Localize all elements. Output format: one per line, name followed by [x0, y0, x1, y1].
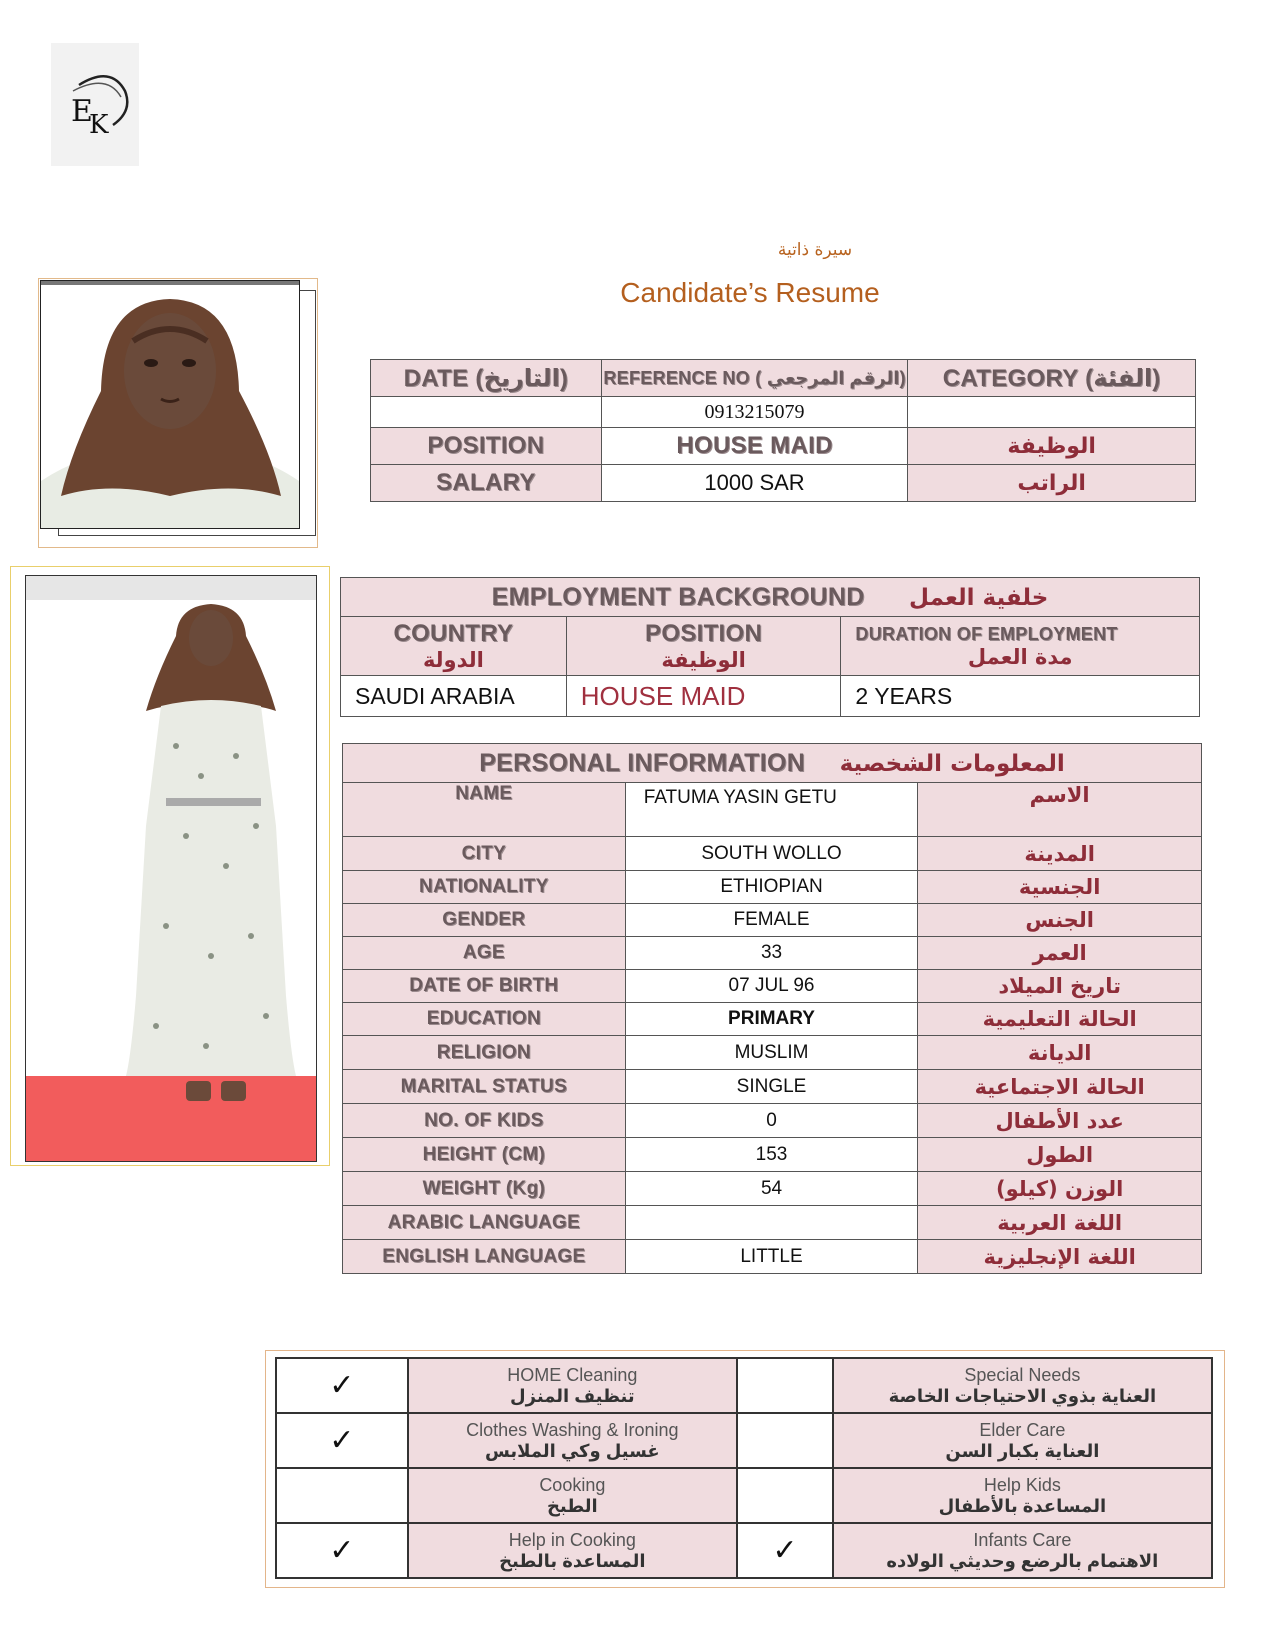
table-row [343, 1003, 1202, 1036]
salary-label-ar: الراتب [908, 465, 1196, 502]
skill-name: Special Needs [964, 1364, 1081, 1385]
table-row [343, 904, 1202, 937]
skill-name: Clothes Washing & Ironing [466, 1419, 679, 1440]
table-row [343, 1036, 1202, 1070]
info-label-ar: عدد الأطفال [918, 1104, 1202, 1138]
right-skill-checkbox [737, 1468, 833, 1523]
info-value: SOUTH WOLLO [625, 837, 918, 871]
arabic-title: سيرة ذاتية [777, 240, 853, 260]
skill-row [276, 1358, 1212, 1413]
info-label: MARITAL STATUS [343, 1070, 626, 1104]
right-skill-checkbox [737, 1413, 833, 1468]
personal-title-ar: المعلومات الشخصية [839, 750, 1065, 777]
left-skill-label [408, 1413, 737, 1468]
country-label: COUNTRY [393, 620, 514, 647]
employment-table [340, 577, 1200, 717]
table-row [343, 783, 1202, 837]
skill-row [276, 1468, 1212, 1523]
info-label-ar: اللغة العربية [918, 1206, 1202, 1240]
emp-position-label-ar: الوظيفة [661, 648, 746, 672]
ek-logo-icon [51, 43, 139, 166]
left-skill-checkbox [276, 1358, 408, 1413]
info-label-ar: العمر [918, 937, 1202, 970]
employment-title-cell [341, 578, 1200, 617]
table-row [343, 1172, 1202, 1206]
info-label-ar: الحالة التعليمية [918, 1003, 1202, 1036]
info-value: 54 [625, 1172, 918, 1206]
date-value [371, 397, 602, 428]
info-label: RELIGION [343, 1036, 626, 1070]
duration-label-ar: مدة العمل [967, 644, 1073, 669]
info-value: PRIMARY [625, 1003, 918, 1036]
skill-name: Cooking [539, 1474, 606, 1495]
position-label-ar: الوظيفة [908, 428, 1196, 465]
info-value: SINGLE [625, 1070, 918, 1104]
info-label: ENGLISH LANGUAGE [343, 1240, 626, 1274]
info-value: ETHIOPIAN [625, 871, 918, 904]
country-label-ar: الدولة [422, 648, 484, 672]
info-label: AGE [343, 937, 626, 970]
left-skill-checkbox [276, 1413, 408, 1468]
date-label: DATE (التاريخ) [371, 360, 602, 397]
info-label: NO. OF KIDS [343, 1104, 626, 1138]
info-label-ar: اللغة الإنجليزية [918, 1240, 1202, 1274]
skill-name-ar: الاهتمام بالرضع وحديثي الولاده [886, 1550, 1159, 1571]
skill-row [276, 1523, 1212, 1578]
table-row [343, 871, 1202, 904]
info-label-ar: الجنسية [918, 871, 1202, 904]
skill-row [276, 1413, 1212, 1468]
info-label-ar: الطول [918, 1138, 1202, 1172]
info-value: FEMALE [625, 904, 918, 937]
info-label: NATIONALITY [343, 871, 626, 904]
personal-title: PERSONAL INFORMATION [479, 748, 806, 777]
salary-value: 1000 SAR [601, 465, 908, 502]
info-value: 153 [625, 1138, 918, 1172]
summary-table [370, 359, 1196, 502]
left-skill-label [408, 1358, 737, 1413]
skill-name: Help in Cooking [508, 1529, 636, 1550]
skill-name-ar: العناية بذوي الاحتياجات الخاصة [888, 1385, 1157, 1406]
table-row [343, 1240, 1202, 1274]
left-skill-checkbox [276, 1523, 408, 1578]
table-row [343, 1070, 1202, 1104]
left-skill-checkbox [276, 1468, 408, 1523]
table-row [343, 1138, 1202, 1172]
employment-title-ar: خلفية العمل [909, 584, 1049, 611]
table-row [343, 1206, 1202, 1240]
checkmark-icon: ✓ [772, 1534, 798, 1567]
info-label-ar: تاريخ الميلاد [918, 970, 1202, 1003]
skill-name: Elder Care [979, 1419, 1066, 1440]
info-value: MUSLIM [625, 1036, 918, 1070]
emp-position-value: HOUSE MAID [566, 676, 841, 717]
info-label: GENDER [343, 904, 626, 937]
duration-label: DURATION OF EMPLOYMENT [855, 623, 1118, 644]
page-title: Candidate’s Resume [620, 277, 880, 308]
info-label: DATE OF BIRTH [343, 970, 626, 1003]
skill-name: Infants Care [973, 1529, 1072, 1550]
category-label: CATEGORY (الفئة) [908, 360, 1196, 397]
skill-name-ar: العناية بكبار السن [945, 1440, 1100, 1461]
table-row [343, 837, 1202, 871]
right-skill-label [833, 1413, 1212, 1468]
checkmark-icon: ✓ [329, 1369, 355, 1402]
category-value [908, 397, 1196, 428]
info-label-ar: المدينة [918, 837, 1202, 871]
info-label: WEIGHT (Kg) [343, 1172, 626, 1206]
skills-table [275, 1357, 1213, 1579]
emp-country-value: SAUDI ARABIA [341, 676, 567, 717]
info-value: LITTLE [625, 1240, 918, 1274]
skill-name: Help Kids [983, 1474, 1061, 1495]
skill-name-ar: تنظيف المنزل [510, 1385, 635, 1406]
skill-name-ar: غسيل وكي الملابس [484, 1440, 660, 1461]
company-logo [51, 43, 139, 166]
right-skill-label [833, 1523, 1212, 1578]
left-skill-label [408, 1468, 737, 1523]
skill-name-ar: الطبخ [546, 1495, 598, 1516]
right-skill-label [833, 1468, 1212, 1523]
info-label: HEIGHT (CM) [343, 1138, 626, 1172]
emp-position-label: POSITION [645, 620, 763, 647]
emp-position-header [566, 617, 841, 676]
country-header [341, 617, 567, 676]
full-body-image [26, 576, 316, 1161]
position-value: HOUSE MAID [601, 428, 908, 465]
info-value [625, 1206, 918, 1240]
info-label-ar: الجنس [918, 904, 1202, 937]
info-label: ARABIC LANGUAGE [343, 1206, 626, 1240]
info-label: EDUCATION [343, 1003, 626, 1036]
skill-name: HOME Cleaning [507, 1364, 638, 1385]
table-row [343, 1104, 1202, 1138]
employment-title: EMPLOYMENT BACKGROUND [491, 582, 865, 611]
info-value: 07 JUL 96 [625, 970, 918, 1003]
info-value: FATUMA YASIN GETU [625, 783, 918, 837]
skill-name-ar: المساعدة بالأطفال [938, 1495, 1107, 1516]
info-label: NAME [343, 783, 626, 837]
personal-info-table [342, 743, 1202, 1274]
checkmark-icon: ✓ [329, 1534, 355, 1567]
salary-label: SALARY [371, 465, 602, 502]
table-row [343, 970, 1202, 1003]
reference-label: REFERENCE NO ( الرقم المرجعي) [601, 360, 908, 397]
right-skill-label [833, 1358, 1212, 1413]
info-value: 0 [625, 1104, 918, 1138]
info-label-ar: الحالة الاجتماعية [918, 1070, 1202, 1104]
checkmark-icon: ✓ [329, 1424, 355, 1457]
left-skill-label [408, 1523, 737, 1578]
table-row [343, 937, 1202, 970]
info-value: 33 [625, 937, 918, 970]
reference-value: 0913215079 [601, 397, 908, 428]
info-label-ar: الاسم [918, 783, 1202, 837]
personal-title-cell [343, 744, 1202, 783]
info-label-ar: الوزن (كيلو) [918, 1172, 1202, 1206]
position-label: POSITION [371, 428, 602, 465]
skill-name-ar: المساعدة بالطبخ [499, 1550, 646, 1571]
svg-text:E: E [71, 94, 93, 129]
duration-header [841, 617, 1200, 676]
right-skill-checkbox [737, 1358, 833, 1413]
svg-text:K: K [89, 110, 109, 140]
candidate-full-body-photo [25, 575, 317, 1162]
info-label-ar: الديانة [918, 1036, 1202, 1070]
right-skill-checkbox [737, 1523, 833, 1578]
candidate-portrait-photo [40, 280, 300, 529]
emp-duration-value: 2 YEARS [841, 676, 1200, 717]
portrait-image [41, 281, 299, 528]
info-label: CITY [343, 837, 626, 871]
